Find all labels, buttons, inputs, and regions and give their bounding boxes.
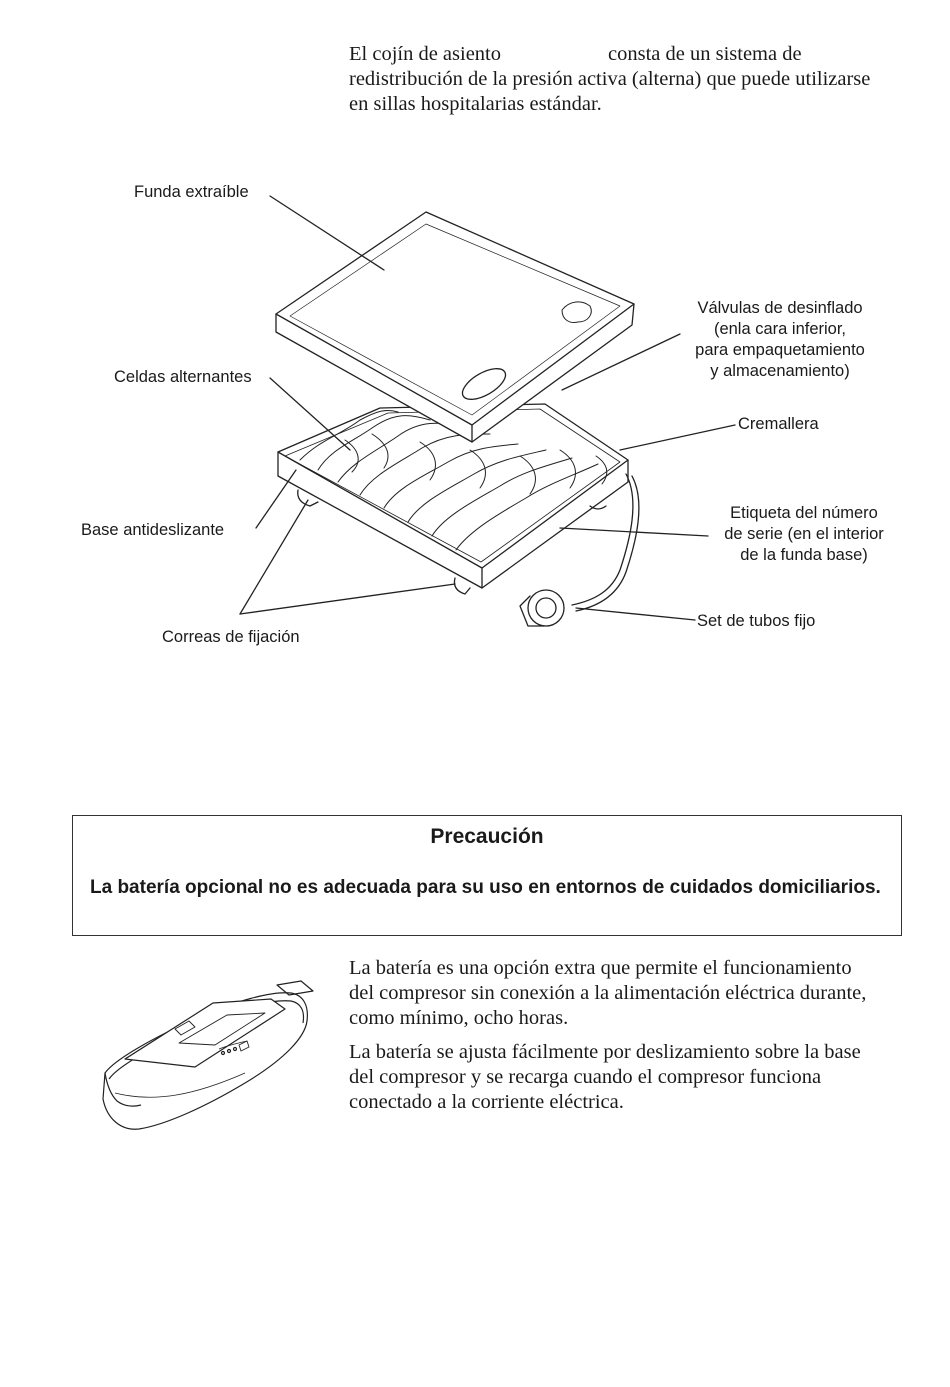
label-base: Base antideslizante bbox=[81, 521, 225, 539]
label-tubes: Set de tubos fijo bbox=[697, 612, 816, 630]
battery-description bbox=[349, 956, 909, 1124]
label-valves: Válvulas de desinflado (enla cara inferior, para empaquetamiento y almacenamiento) bbox=[695, 299, 865, 380]
intro-line-1: El cojín de asiento consta de un sistema de bbox=[349, 43, 802, 65]
label-straps: Correas de fijación bbox=[162, 628, 300, 646]
intro-line-2: redistribución de la presión activa (alterna) que puede utilizarse bbox=[349, 68, 871, 90]
label-zipper: Cremallera bbox=[738, 415, 819, 433]
cushion-diagram bbox=[0, 150, 950, 680]
battery-illustration bbox=[95, 975, 325, 1145]
label-cover: Funda extraíble bbox=[134, 183, 249, 201]
battery-paragraph-2: La batería se ajusta fácilmente por deslizamiento sobre la base del compresor y se recarga cuando el compresor funciona conectado a la corriente eléctrica. bbox=[349, 1041, 861, 1113]
intro-paragraph bbox=[349, 42, 909, 117]
caution-box bbox=[72, 815, 902, 936]
caution-title: Precaución bbox=[430, 825, 544, 848]
caution-text: La batería opcional no es adecuada para su uso en entornos de cuidados domiciliarios. bbox=[90, 877, 881, 898]
label-serial: Etiqueta del número de serie (en el interior de la funda base) bbox=[724, 504, 884, 564]
removable-cover bbox=[276, 212, 634, 442]
battery-paragraph-1: La batería es una opción extra que permite el funcionamiento del compresor sin conexión a la alimentación eléctrica durante, como mínimo, ocho horas. bbox=[349, 957, 867, 1029]
intro-line-3: en sillas hospitalarias estándar. bbox=[349, 93, 602, 115]
label-cells: Celdas alternantes bbox=[114, 368, 252, 386]
